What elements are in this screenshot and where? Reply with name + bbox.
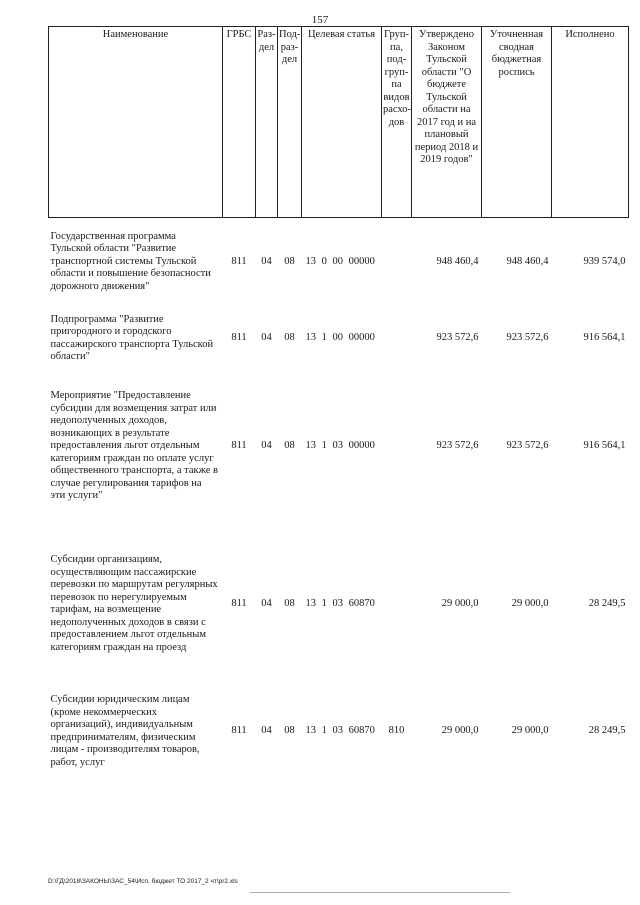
row-grbs: 811 (231, 725, 247, 737)
row-article: 13 1 03 00000 (305, 440, 375, 452)
row-approved: 923 572,6 (436, 332, 479, 344)
table-row (49, 218, 629, 306)
row-executed: 28 249,5 (588, 597, 626, 609)
header-grbs: ГРБС (223, 27, 256, 218)
row-refined: 923 572,6 (506, 440, 549, 452)
row-group (382, 372, 412, 522)
header-group: Груп-па, под-груп-па видов расхо-дов (382, 27, 412, 218)
row-refined: 948 460,4 (506, 255, 549, 267)
row-podrazdel: 08 (284, 255, 295, 267)
row-article: 13 1 00 00000 (305, 332, 375, 344)
row-group (382, 306, 412, 372)
row-name: Мероприятие "Предоставление субсидии для возмещения затрат или недополученных доходов, возникающих в результате предоставления льгот отдельным категориям граждан по оплате услуг общественного транспорта, а также в случае регулирования тарифов на эти услуги" (50, 390, 218, 502)
row-executed: 939 574,0 (583, 255, 626, 267)
table-row (49, 687, 629, 777)
row-razdel: 04 (261, 255, 272, 267)
header-razdel: Раз-дел (256, 27, 278, 218)
table-row (49, 372, 629, 522)
row-podrazdel: 08 (284, 597, 295, 609)
row-name: Субсидии организациям, осуществляющим пассажирские перевозки по маршрутам регулярных перевозок по нерегулируемым тарифам, на возмещение недополученных доходов в связи с предоставлением льгот отдельным категориям граждан на проезд (50, 554, 218, 653)
header-executed: Исполнено (552, 27, 629, 218)
row-executed: 916 564,1 (583, 332, 626, 344)
row-executed: 28 249,5 (588, 725, 626, 737)
table-row (49, 522, 629, 687)
row-approved: 29 000,0 (441, 597, 479, 609)
row-grbs: 811 (231, 255, 247, 267)
header-podrazdel: Под-раз-дел (278, 27, 302, 218)
row-approved: 923 572,6 (436, 440, 479, 452)
row-refined: 923 572,6 (506, 332, 549, 344)
row-executed: 916 564,1 (583, 440, 626, 452)
table-row (49, 306, 629, 372)
row-approved: 29 000,0 (441, 725, 479, 737)
row-podrazdel: 08 (284, 440, 295, 452)
row-group (382, 522, 412, 687)
row-name: Подпрограмма "Развитие пригородного и городского пассажирского транспорта Тульской области" (50, 313, 214, 362)
row-name: Субсидии юридическим лицам (кроме некоммерческих организаций), индивидуальным предпринимателям, физическим лицам - производителям товаров, работ, услуг (50, 694, 200, 768)
row-refined: 29 000,0 (511, 597, 549, 609)
row-group (382, 218, 412, 306)
footer-file-path: D:\ГД\2018\ЗАКОНЫ\ЗАС_54\Исп. бюджет ТО 2017_2 чт\pr2.xls (48, 878, 238, 885)
budget-table (48, 26, 629, 777)
row-article: 13 1 03 60870 (305, 725, 375, 737)
header-approved: Утверждено Законом Тульской области "О бюджете Тульской области на 2017 год и на плановый период 2018 и 2019 годов" (412, 27, 482, 218)
row-name: Государственная программа Тульской области "Развитие транспортной системы Тульской области и повышение безопасности дорожного движения" (50, 230, 211, 292)
header-article: Целевая статья (302, 27, 382, 218)
page-number: 157 (311, 14, 329, 26)
row-razdel: 04 (261, 597, 272, 609)
row-razdel: 04 (261, 440, 272, 452)
row-refined: 29 000,0 (511, 725, 549, 737)
row-podrazdel: 08 (284, 332, 295, 344)
row-razdel: 04 (261, 725, 272, 737)
header-name: Наименование (49, 27, 223, 218)
row-article: 13 1 03 60870 (305, 597, 375, 609)
row-grbs: 811 (231, 597, 247, 609)
header-refined: Уточненная сводная бюджетная роспись (482, 27, 552, 218)
row-approved: 948 460,4 (436, 255, 479, 267)
footer-divider (250, 892, 510, 893)
row-grbs: 811 (231, 332, 247, 344)
row-article: 13 0 00 00000 (305, 255, 375, 267)
row-podrazdel: 08 (284, 725, 295, 737)
row-razdel: 04 (261, 332, 272, 344)
row-group: 810 (388, 725, 405, 737)
row-grbs: 811 (231, 440, 247, 452)
table-header (49, 27, 629, 218)
